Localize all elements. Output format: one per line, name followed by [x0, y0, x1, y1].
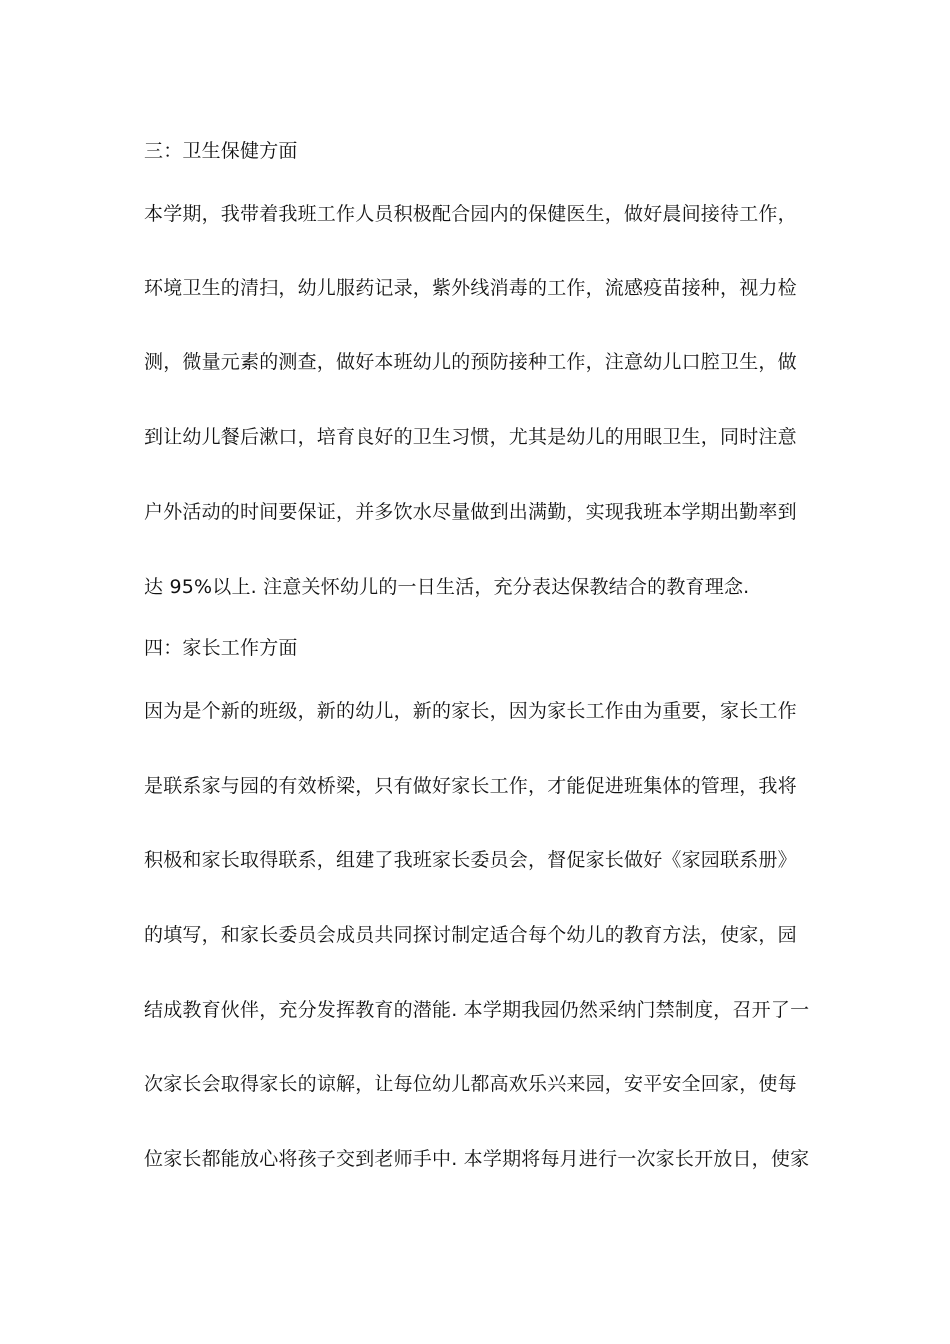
paragraph-line: 环境卫生的清扫，幼儿服药记录，紫外线消毒的工作，流感疫苗接种，视力检 [144, 277, 797, 299]
paragraph-line: 是联系家与园的有效桥梁，只有做好家长工作，才能促进班集体的管理，我将 [144, 775, 797, 797]
paragraph-line: 本学期，我带着我班工作人员积极配合园内的保健医生，做好晨间接待工作， [144, 203, 797, 225]
paragraph-line: 户外活动的时间要保证，并多饮水尽量做到出满勤，实现我班本学期出勤率到 [144, 501, 797, 523]
paragraph-line: 达 95%以上. 注意关怀幼儿的一日生活，充分表达保教结合的教育理念. [144, 576, 750, 598]
section-heading-health: 三：卫生保健方面 [144, 140, 298, 162]
paragraph-line: 次家长会取得家长的谅解，让每位幼儿都高欢乐兴来园，安平安全回家，使每 [144, 1073, 797, 1095]
paragraph-line: 结成教育伙伴，充分发挥教育的潜能. 本学期我园仍然采纳门禁制度，召开了一 [144, 999, 810, 1021]
paragraph-line: 积极和家长取得联系，组建了我班家长委员会，督促家长做好《家园联系册》 [144, 849, 797, 871]
paragraph-line: 位家长都能放心将孩子交到老师手中. 本学期将每月进行一次家长开放日，使家 [144, 1148, 810, 1170]
paragraph-line: 测，微量元素的测查，做好本班幼儿的预防接种工作，注意幼儿口腔卫生，做 [144, 351, 797, 373]
paragraph-line: 因为是个新的班级，新的幼儿，新的家长，因为家长工作由为重要，家长工作 [144, 700, 797, 722]
paragraph-line: 的填写，和家长委员会成员共同探讨制定适合每个幼儿的教育方法，使家，园 [144, 924, 797, 946]
paragraph-line: 到让幼儿餐后漱口，培育良好的卫生习惯，尤其是幼儿的用眼卫生，同时注意 [144, 426, 797, 448]
section-heading-parents: 四：家长工作方面 [144, 637, 298, 659]
